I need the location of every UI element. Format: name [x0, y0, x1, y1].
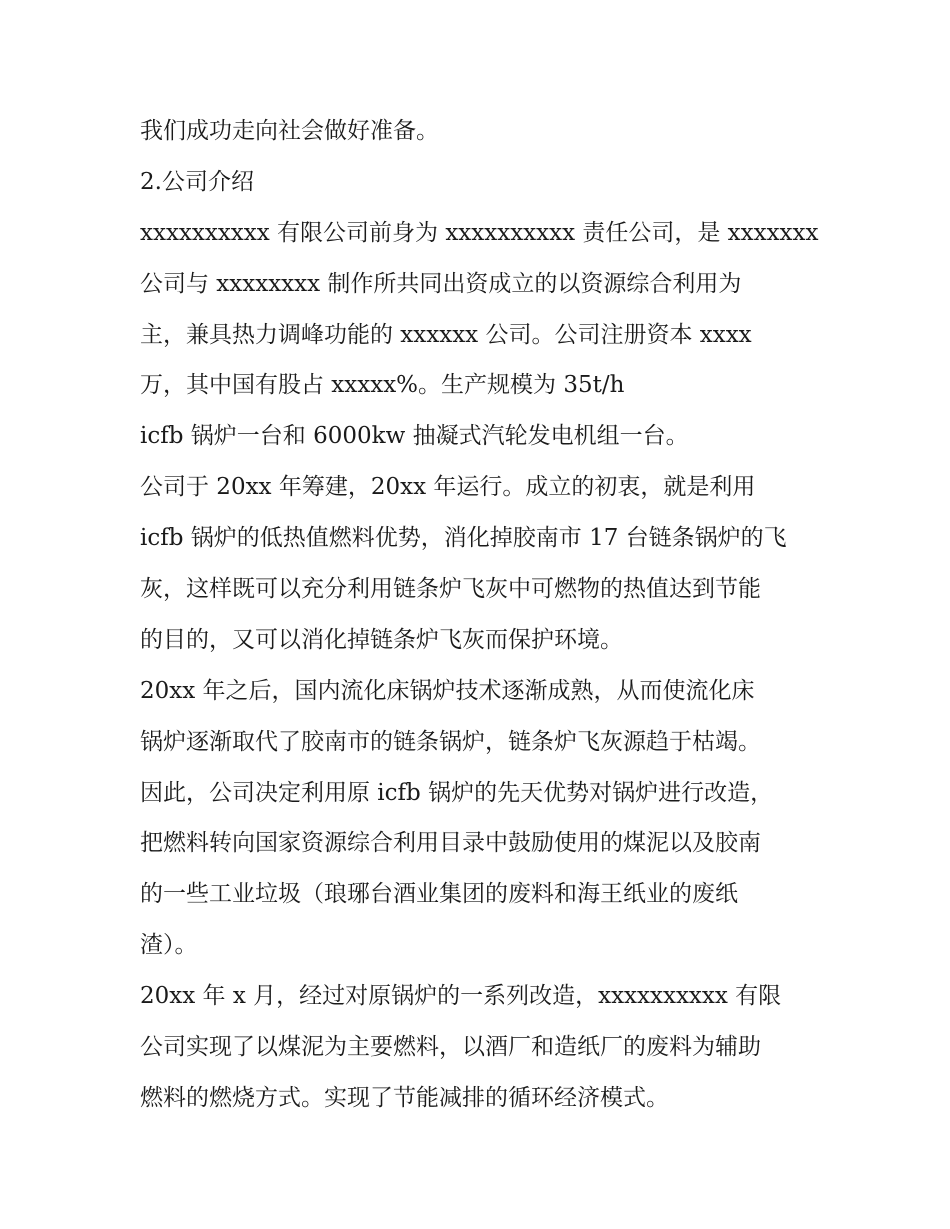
text-line: 公司实现了以煤泥为主要燃料，以酒厂和造纸厂的废料为辅助	[140, 1034, 761, 1061]
text-line: 20xx 年 x 月，经过对原锅炉的一系列改造，xxxxxxxxxx 有限	[140, 983, 782, 1010]
text-line: 公司与 xxxxxxxx 制作所共同出资成立的以资源综合利用为	[140, 270, 742, 297]
text-line: 把燃料转向国家资源综合利用目录中鼓励使用的煤泥以及胶南	[140, 830, 761, 857]
text-line: 锅炉逐渐取代了胶南市的链条锅炉，链条炉飞灰源趋于枯竭。	[140, 728, 761, 755]
text-line: xxxxxxxxxx 有限公司前身为 xxxxxxxxxx 责任公司，是 xxxxxxx	[140, 219, 819, 246]
text-line: 灰，这样既可以充分利用链条炉飞灰中可燃物的热值达到节能	[140, 576, 761, 603]
text-line: 万，其中国有股占 xxxxx%。生产规模为 35t/h	[140, 372, 625, 399]
text-line: 20xx 年之后，国内流化床锅炉技术逐渐成熟，从而使流化床	[140, 677, 755, 704]
text-line: icfb 锅炉一台和 6000kw 抽凝式汽轮发电机组一台。	[140, 423, 689, 450]
text-line: 的一些工业垃圾（琅琊台酒业集团的废料和海王纸业的废纸	[140, 881, 738, 908]
section-heading: 2.公司介绍	[140, 168, 254, 195]
text-line: 的目的，又可以消化掉链条炉飞灰而保护环境。	[140, 626, 623, 653]
text-line: 渣）。	[140, 932, 198, 959]
text-line: 我们成功走向社会做好准备。	[140, 118, 439, 144]
document-body	[140, 106, 820, 1124]
text-line: 因此，公司决定利用原 icfb 锅炉的先天优势对锅炉进行改造，	[140, 779, 774, 806]
text-line: 公司于 20xx 年筹建，20xx 年运行。成立的初衷，就是利用	[140, 474, 756, 501]
text-line: icfb 锅炉的低热值燃料优势，消化掉胶南市 17 台链条锅炉的飞	[140, 525, 787, 552]
text-line: 燃料的燃烧方式。实现了节能减排的循环经济模式。	[140, 1084, 669, 1111]
text-line: 主，兼具热力调峰功能的 xxxxxx 公司。公司注册资本 xxxx	[140, 321, 752, 348]
